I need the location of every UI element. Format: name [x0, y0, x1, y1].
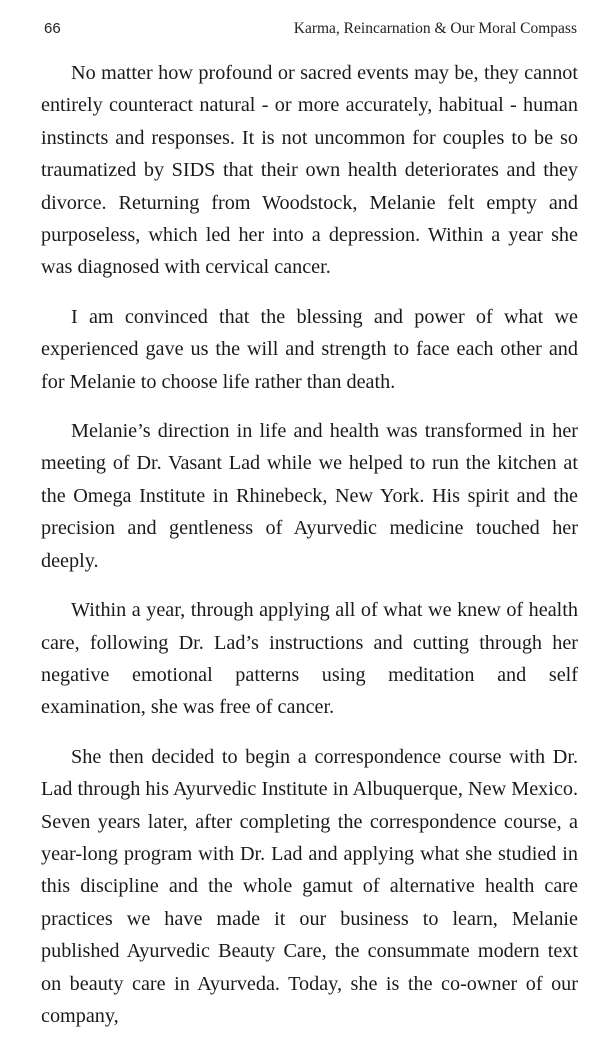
- paragraph: Within a year, through applying all of what we knew of health care, following Dr. Lad’s instructions and cutting through her negative emotional patterns using meditation and self examination, she was free of cancer.: [41, 599, 578, 719]
- paragraph: I am convinced that the blessing and power of what we experienced gave us the will and strength to face each other and for Melanie to choose life rather than death.: [41, 305, 578, 393]
- paragraph: Melanie’s direction in life and health was transformed in her meeting of Dr. Vasant Lad while we helped to run the kitchen at the Omega Institute in Rhinebeck, New York. His spirit and the precision and gentleness of Ayurvedic medicine touched her deeply.: [41, 420, 578, 572]
- paragraph: She then decided to begin a correspondence course with Dr. Lad through his Ayurvedic Institute in Albuquerque, New Mexico. Seven years later, after completing the correspondence course, a year-long program with Dr. Lad and applying what she studied in this discipline and the whole gamut of alternative health care practices we have made it our business to learn, Melanie published Ayurvedic Beauty Care, the consummate modern text on beauty care in Ayurveda. Today, she is the co-owner of our company,: [41, 745, 578, 1027]
- running-header: [44, 20, 577, 38]
- paragraph: No matter how profound or sacred events may be, they cannot entirely counteract natural - or more accurately, habitual - human instincts and responses. It is not uncommon for couples to be so traumatized by SIDS that their own health deteriorates and they divorce. Returning from Woodstock, Melanie felt empty and purposeless, which led her into a depression. Within a year she was diagnosed with cervical cancer.: [41, 62, 578, 279]
- page-number: 66: [44, 20, 61, 37]
- body-text: [41, 57, 578, 1049]
- running-title: Karma, Reincarnation & Our Moral Compass: [293, 20, 577, 37]
